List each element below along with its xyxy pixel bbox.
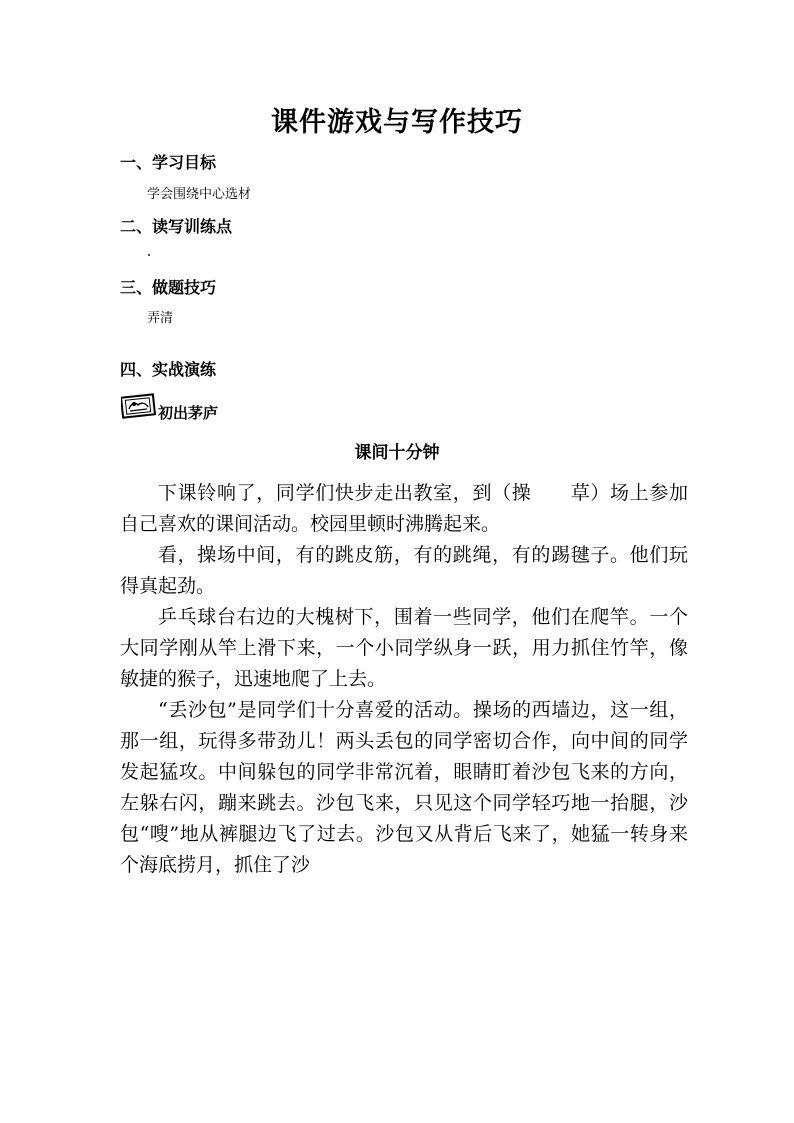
story-paragraph: 看，操场中间，有的跳皮筋，有的跳绳，有的踢毽子。他们玩得真起劲。 [120, 544, 688, 597]
section-heading-tips: 三、做题技巧 [120, 278, 217, 297]
section-heading-practice: 四、实战演练 [120, 360, 217, 379]
story-paragraph: “丢沙包”是同学们十分喜爱的活动。操场的西墙边，这一组，那一组，玩得多带劲儿！两头丢包的同学密切合作，向中间的同学发起猛攻。中间躲包的同学非常沉着，眼睛盯着沙包飞来的方向，左躲右闪，蹦来跳去。沙包飞来，只见这个同学轻巧地一抬腿，沙包“嗖”地从裤腿边飞了过去。沙包又从背后飞来了，她猛一转身来个海底捞月，抓住了沙 [120, 699, 688, 876]
page-title: 课件游戏与写作技巧 [271, 107, 523, 138]
story-paragraph: 下课铃响了，同学们快步走出教室，到（操 草）场上参加自己喜欢的课间活动。校园里顿时沸腾起来。 [120, 482, 688, 535]
story-paragraph: 乒乓球台右边的大槐树下，围着一些同学，他们在爬竿。一个大同学刚从竿上滑下来，一个小同学纵身一跃，用力抓住竹竿，像敏捷的猴子，迅速地爬了上去。 [120, 606, 688, 690]
section-text-goals: 学会围绕中心选材 [147, 187, 252, 202]
section-heading-training: 二、读写训练点 [120, 217, 233, 236]
story-title: 课间十分钟 [354, 443, 440, 463]
picture-frame-icon [121, 393, 157, 419]
stray-dot [148, 254, 150, 256]
exercise-label: 初出茅庐 [158, 404, 219, 422]
section-text-tips: 弄清 [147, 311, 174, 326]
section-heading-goals: 一、学习目标 [120, 153, 217, 172]
story-body [120, 478, 688, 881]
